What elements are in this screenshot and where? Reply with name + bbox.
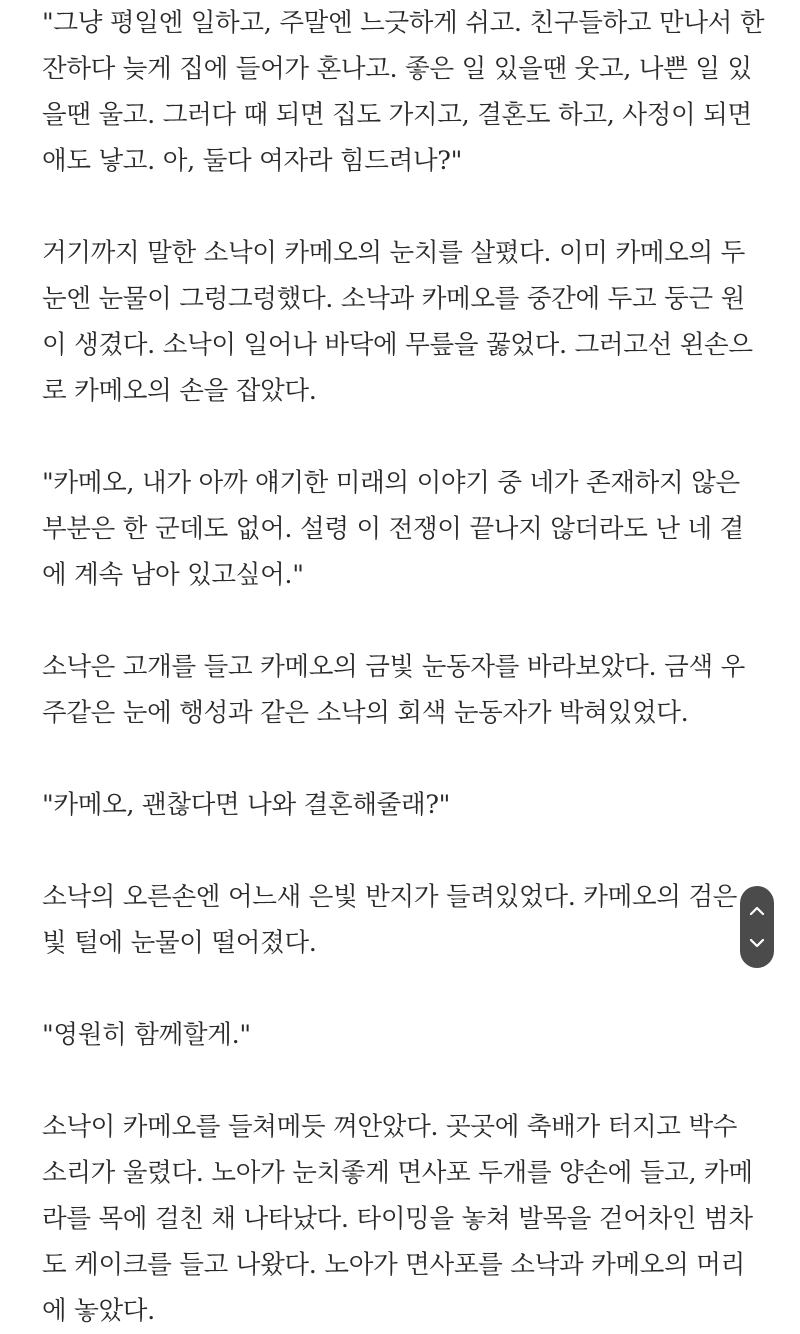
- story-line: 도 케이크를 들고 나왔다. 노아가 면사포를 소낙과 카메오의 머리: [42, 1250, 745, 1280]
- story-line: 이 생겼다. 소낙이 일어나 바닥에 무릎을 꿇었다. 그러고선 왼손으: [42, 330, 753, 360]
- story-line: 소낙이 카메오를 들쳐메듯 껴안았다. 곳곳에 축배가 터지고 박수: [42, 1112, 738, 1142]
- paragraph-gap: [42, 736, 762, 782]
- chevron-up-icon: [749, 906, 765, 916]
- paragraph-gap: [42, 598, 762, 644]
- story-line: 거기까지 말한 소낙이 카메오의 눈치를 살폈다. 이미 카메오의 두: [42, 238, 745, 268]
- story-line: 소낙의 오른손엔 어느새 은빛 반지가 들려있었다. 카메오의 검은: [42, 882, 738, 912]
- story-line: 주같은 눈에 행성과 같은 소낙의 회색 눈동자가 박혀있었다.: [42, 698, 689, 728]
- story-line: 부분은 한 군데도 없어. 설령 이 전쟁이 끝나지 않더라도 난 네 곁: [42, 514, 744, 544]
- chevron-down-icon: [749, 938, 765, 948]
- story-line: "카메오, 내가 아까 얘기한 미래의 이야기 중 네가 존재하지 않은: [42, 468, 740, 498]
- story-line: 에 놓았다.: [42, 1296, 155, 1326]
- story-line: "그냥 평일엔 일하고, 주말엔 느긋하게 쉬고. 친구들하고 만나서 한: [42, 8, 765, 38]
- story-line: 소리가 울렸다. 노아가 눈치좋게 면사포 두개를 양손에 들고, 카메: [42, 1158, 753, 1188]
- scroll-up-button[interactable]: [740, 900, 774, 922]
- story-line: 라를 목에 걸친 채 나타났다. 타이밍을 놓쳐 발목을 걷어차인 범차: [42, 1204, 753, 1234]
- story-line: 로 카메오의 손을 잡았다.: [42, 376, 317, 406]
- story-line: "영원히 함께할게.": [42, 1020, 251, 1050]
- story-line: "카메오, 괜찮다면 나와 결혼해줄래?": [42, 790, 451, 820]
- paragraph-gap: [42, 966, 762, 1012]
- scroll-down-button[interactable]: [740, 932, 774, 954]
- story-line: 을땐 울고. 그러다 때 되면 집도 가지고, 결혼도 하고, 사정이 되면: [42, 100, 752, 130]
- story-line: 에 계속 남아 있고싶어.": [42, 560, 304, 590]
- paragraph-gap: [42, 1058, 762, 1104]
- paragraph-gap: [42, 184, 762, 230]
- scroll-controls: [740, 886, 774, 968]
- story-line: 소낙은 고개를 들고 카메오의 금빛 눈동자를 바라보았다. 금색 우: [42, 652, 745, 682]
- story-line: 잔하다 늦게 집에 들어가 혼나고. 좋은 일 있을땐 웃고, 나쁜 일 있: [42, 54, 752, 84]
- story-line: 애도 낳고. 아, 둘다 여자라 힘드려나?": [42, 146, 463, 176]
- story-line: 빛 털에 눈물이 떨어졌다.: [42, 928, 317, 958]
- story-line: 눈엔 눈물이 그렁그렁했다. 소낙과 카메오를 중간에 두고 둥근 원: [42, 284, 745, 314]
- paragraph-gap: [42, 828, 762, 874]
- story-text: [42, 0, 765, 1334]
- paragraph-gap: [42, 414, 762, 460]
